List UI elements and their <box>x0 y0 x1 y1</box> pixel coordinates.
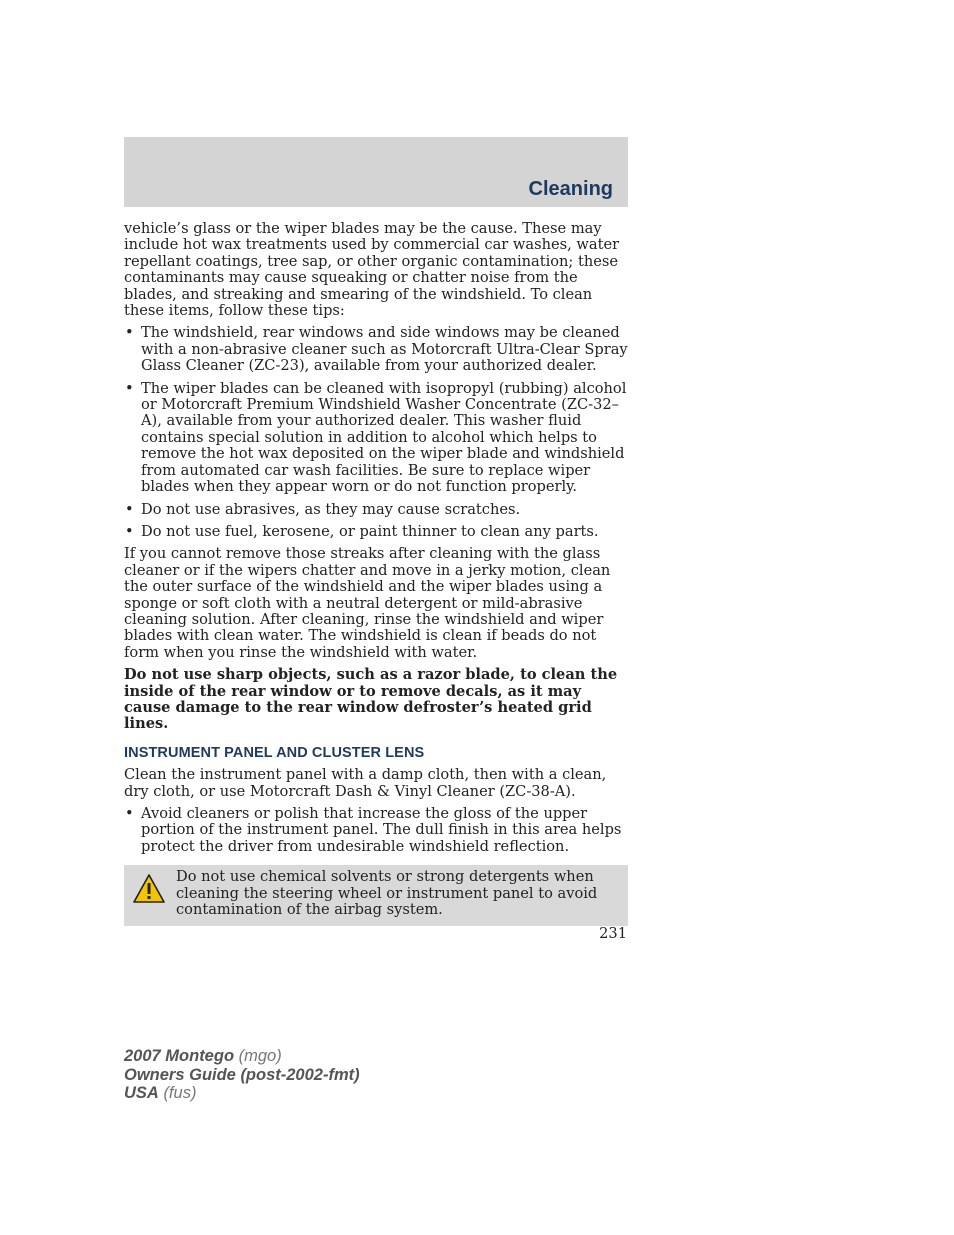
page-number: 231 <box>599 925 627 942</box>
warning-triangle-icon <box>132 873 166 905</box>
list-item: • The windshield, rear windows and side windows may be cleaned with a non-abrasive cleaner such as Motorcraft Ultra-Clear Spray Glass Cleaner (ZC-23), available from your authorized dealer. <box>124 325 628 374</box>
streaks-paragraph: If you cannot remove those streaks after cleaning with the glass cleaner or if the wipers chatter and move in a jerky motion, clean the outer surface of the windshield and the wiper blades using a sponge or soft cloth with a neutral detergent or mild-abrasive cleaning solution. After cleaning, rinse the windshield and wiper blades with clean water. The windshield is clean if beads do not form when you rinse the windshield with water. <box>124 545 611 661</box>
document-footer <box>124 1047 360 1103</box>
instrument-tips-list <box>124 806 628 855</box>
list-item: • Avoid cleaners or polish that increase the gloss of the upper portion of the instrument panel. The dull finish in this area helps protect the driver from undesirable windshield reflection. <box>124 806 628 855</box>
intro-paragraph: vehicle’s glass or the wiper blades may be the cause. These may include hot wax treatments used by commercial car washes, water repellant coatings, tree sap, or other organic contamination; these contaminants may cause squeaking or chatter noise from the blades, and streaking and smearing of the windshield. To clean these items, follow these tips: <box>124 220 620 320</box>
footer-line-model: 2007 Montego (mgo) <box>124 1047 282 1065</box>
footer-line-region: USA (fus) <box>124 1084 197 1102</box>
section-title: Cleaning <box>528 178 613 200</box>
airbag-warning-box <box>124 865 628 926</box>
warning-box-text: Do not use chemical solvents or strong detergents when cleaning the steering wheel or instrument panel to avoid contamination of the airbag system. <box>176 868 598 919</box>
list-item: • The wiper blades can be cleaned with isopropyl (rubbing) alcohol or Motorcraft Premium Windshield Washer Concentrate (ZC-32–A), available from your authorized dealer. This washer fluid contains special solution in addition to alcohol which helps to remove the hot wax deposited on the wiper blade and windshield from automated car wash facilities. Be sure to replace wiper blades when they appear worn or do not function properly. <box>124 381 628 496</box>
section-header-band <box>124 137 628 207</box>
instrument-paragraph: Clean the instrument panel with a damp cloth, then with a clean, dry cloth, or use Motorcraft Dash & Vinyl Cleaner (ZC-38-A). <box>124 766 607 800</box>
footer-line-guide: Owners Guide (post-2002-fmt) <box>124 1065 360 1084</box>
instrument-panel-heading: INSTRUMENT PANEL AND CLUSTER LENS <box>124 744 425 761</box>
page-content <box>124 221 628 926</box>
sharp-objects-warning: Do not use sharp objects, such as a razor blade, to clean the inside of the rear window or to remove decals, as it may cause damage to the rear window defroster’s heated grid lines. <box>124 666 618 733</box>
cleaning-tips-list <box>124 325 628 540</box>
list-item: • Do not use abrasives, as they may cause scratches. <box>124 502 628 518</box>
list-item: • Do not use fuel, kerosene, or paint thinner to clean any parts. <box>124 524 628 540</box>
